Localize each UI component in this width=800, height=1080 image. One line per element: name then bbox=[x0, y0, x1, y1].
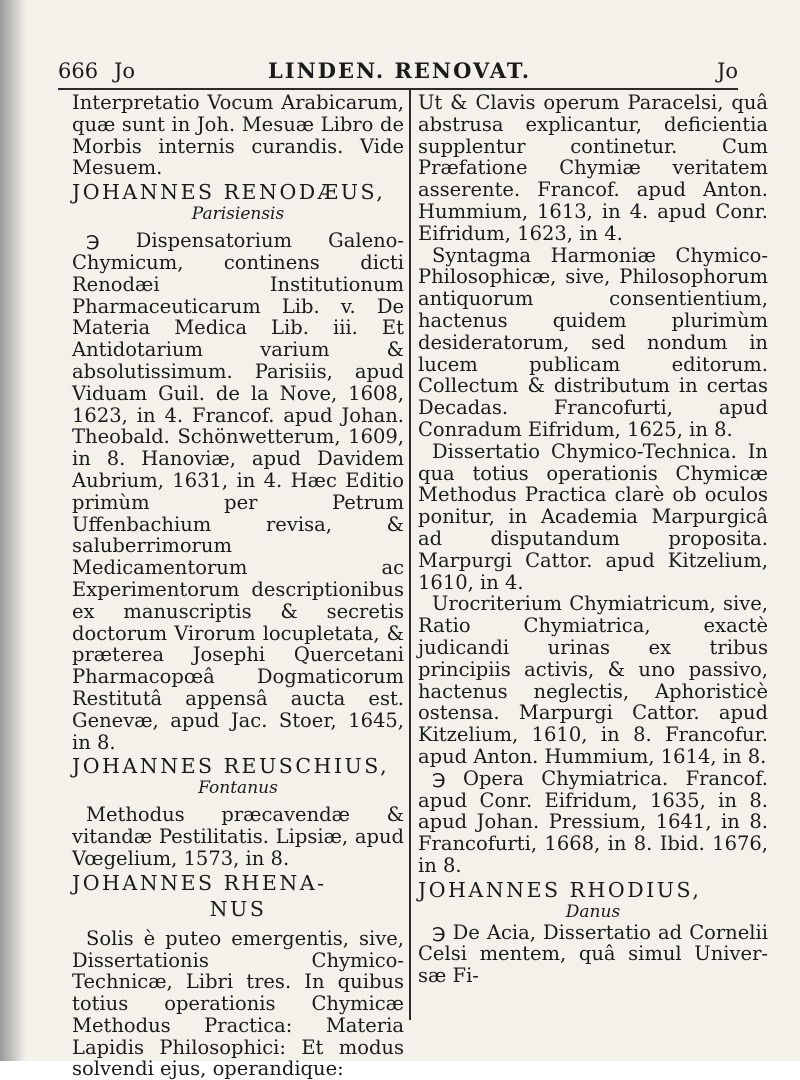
header-left-letter: Jo bbox=[114, 59, 136, 83]
author-heading-rhenanus-cont: NUS bbox=[209, 896, 267, 921]
page-number: 666 bbox=[58, 59, 99, 83]
author-origin-renodaeus: Parisiensis bbox=[191, 204, 285, 225]
author-origin-rhodius: Danus bbox=[565, 901, 621, 922]
entry-dissertatio: Dissertatio Chymico-Technica. In qua totius operationis Chymicæ Methodus Practica clarè ob oculos ponitur, in Academia Marpurgicâ ad disputandum proposita. Marpurgi Cattor. apud Kitzelium, 1610, in 4. bbox=[418, 439, 768, 594]
author-heading-reuschius: JOHANNES REUSCHIUS, bbox=[72, 754, 390, 779]
author-origin-reuschius: Fontanus bbox=[198, 778, 278, 799]
entry-urocriterium: Urocriterium Chymiatricum, sive, Ratio Chymiatrica, exactè judicandi urinas ex tribus principiis activis, & uno passivo, hactenus neglectis, Aphoristicè ostensa. Marpurgi Cattor. apud Kitzelium, 1610, in 8. Francofur. apud Anton. Hummium, 1614, in 8. bbox=[418, 592, 768, 768]
right-column bbox=[418, 92, 768, 987]
entry-syntagma: Syntagma Harmoniæ Chymico-Philosophicæ, sive, Philosophorum antiquorum consentientium, hactenus quidem plurimùm desideratorum, sed nondum in lucem publicam editorum. Collectum & distributum in certas Decadas. Francofurti, apud Conradum Eifridum, 1625, in 8. bbox=[418, 243, 768, 441]
author-heading-rhenanus: JOHANNES RHENA- bbox=[72, 870, 327, 895]
header-right-letter: Jo bbox=[716, 59, 738, 83]
entry-solis: Solis è puteo emergentis, sive, Dissertationis Chymico-Technicæ, Libri tres. In quibus totius operationis Chymicæ Methodus Practica: Materia Lapidis Philosophici: Et modus solvendi ejus, operandique: bbox=[72, 926, 404, 1080]
entry-opera: ℈ Opera Chymiatrica. Francof. apud Conr. Eifridum, 1635, in 8. apud Johan. Pressium, 1641, in 8. Francofurti, 1668, in 8. Ibid. 1676, in 8. bbox=[418, 766, 768, 877]
author-heading-rhodius: JOHANNES RHODIUS, bbox=[418, 877, 702, 902]
entry-clavis: Ut & Clavis operum Paracelsi, quâ abstrusa explicantur, deficientia supplentur continetur. Cum Præfatione Chymiæ veritatem asserente. Francof. apud Anton. Hummium, 1613, in 4. apud Conr. Eifridum, 1623, in 4. bbox=[418, 91, 768, 245]
running-header bbox=[58, 56, 738, 86]
running-title: LINDEN. RENOVAT. bbox=[268, 58, 532, 83]
header-rule bbox=[58, 88, 738, 90]
left-column bbox=[72, 92, 404, 1080]
page-gutter-shadow bbox=[0, 0, 26, 1061]
entry-methodus: Methodus præcavendæ & vitandæ Pestilitatis. Lipsiæ, apud Vœgelium, 1573, in 8. bbox=[72, 803, 404, 870]
entry-interpretatio: Interpretatio Vocum Arabicarum, quæ sunt in Joh. Mesuæ Libro de Morbis internis curandis. Vide Mesuem. bbox=[72, 91, 404, 180]
entry-dispensatorium: ℈ Dispensatorium Galeno-Chymicum, continens dicti Renodæi Institutionum Pharmaceuticarum Lib. v. De Materia Medica Lib. iii. Et Antidotarium varium & absolutissimum. Parisiis, apud Viduam Guil. de la Nove, 1608, 1623, in 4. Francof. apud Johan. Theobald. Schönwetterum, 1609, in 8. Hanoviæ, apud Davidem Aubrium, 1631, in 4. Hæc Editio primùm per Petrum Uffenbachium revisa, & saluberrimorum Medicamentorum ac Experimentorum descriptionibus ex manuscriptis & secretis doctorum Virorum locupletata, & præterea Josephi Quercetani Pharmacopœâ Dogmaticorum Restitutâ appensâ aucta est. Genevæ, apud Jac. Stoer, 1645, in 8. bbox=[72, 229, 404, 754]
author-heading-renodaeus: JOHANNES RENODÆUS, bbox=[72, 180, 386, 205]
entry-de-acia: ℈ De Acia, Dissertatio ad Cornelii Celsi mentem, quâ simul Univer-sæ Fi- bbox=[418, 920, 768, 988]
column-divider bbox=[409, 90, 411, 1020]
